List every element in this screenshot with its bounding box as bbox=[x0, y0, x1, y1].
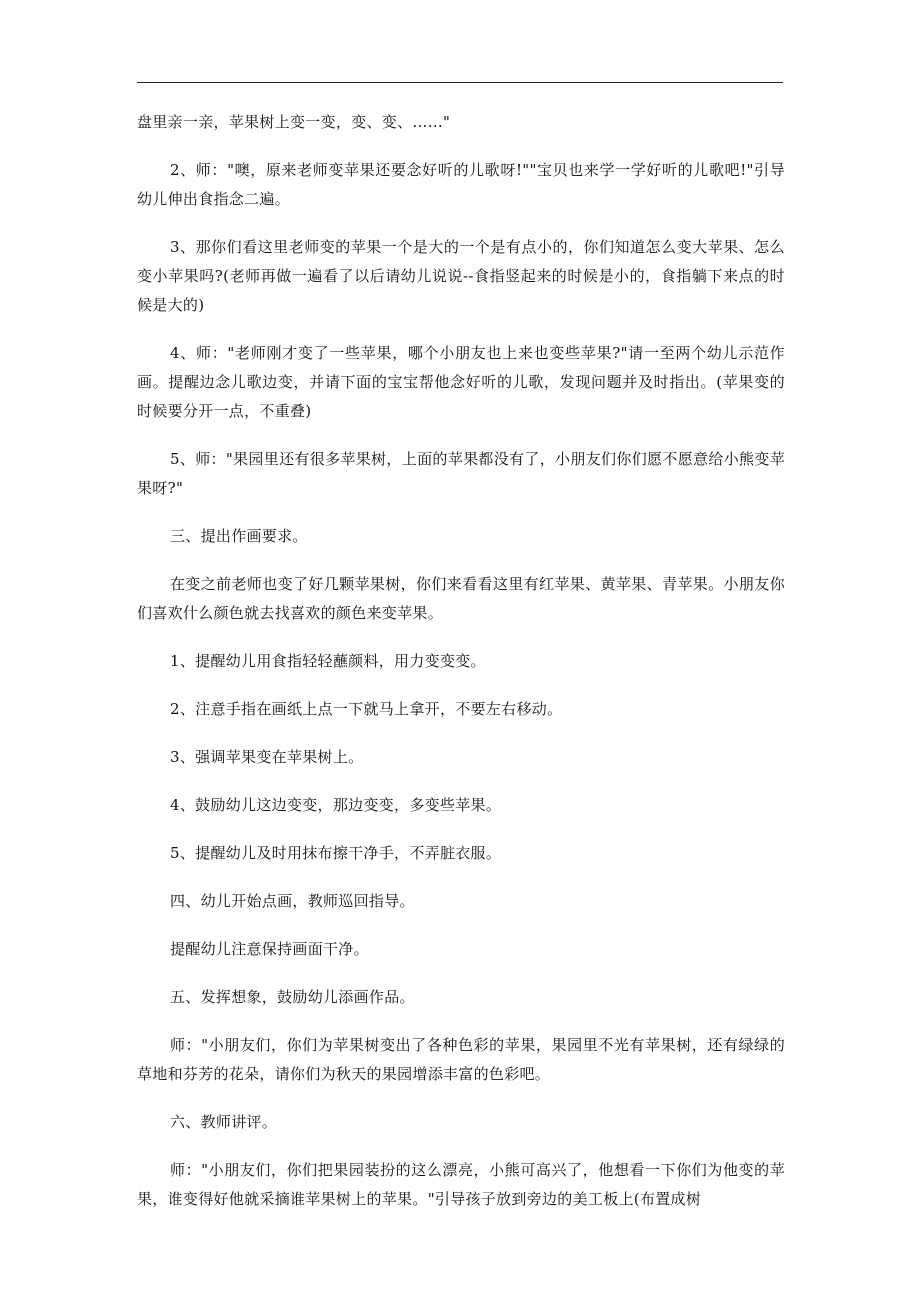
paragraph-teacher-prompt: 师："小朋友们，你们为苹果树变出了各种色彩的苹果，果园里不光有苹果树，还有绿绿的草地和芬芳的花朵，请你们为秋天的果园增添丰富的色彩吧。 bbox=[137, 1036, 785, 1083]
paragraph-intro: 在变之前老师也变了好几颗苹果树，你们来看看这里有红苹果、黄苹果、青苹果。小朋友你们喜欢什么颜色就去找喜欢的颜色来变苹果。 bbox=[137, 575, 785, 622]
requirement-item-2: 2、注意手指在画纸上点一下就马上拿开，不要左右移动。 bbox=[170, 700, 563, 718]
section-heading-3: 三、提出作画要求。 bbox=[170, 527, 308, 545]
section-heading-4: 四、幼儿开始点画，教师巡回指导。 bbox=[170, 892, 415, 910]
section-heading-5: 五、发挥想象，鼓励幼儿添画作品。 bbox=[170, 988, 415, 1006]
paragraph-continuation: 盘里亲一亲，苹果树上变一变，变、变、……" bbox=[137, 113, 451, 131]
paragraph-reminder: 提醒幼儿注意保持画面干净。 bbox=[170, 940, 369, 958]
paragraph-step-5: 5、师："果园里还有很多苹果树，上面的苹果都没有了，小朋友们你们愿不愿意给小熊变苹果呀?" bbox=[137, 450, 785, 497]
requirement-item-1: 1、提醒幼儿用食指轻轻蘸颜料，用力变变变。 bbox=[170, 652, 486, 670]
requirement-item-3: 3、强调苹果变在苹果树上。 bbox=[170, 748, 364, 766]
section-heading-6: 六、教师讲评。 bbox=[170, 1113, 278, 1131]
paragraph-step-3: 3、那你们看这里老师变的苹果一个是大的一个是有点小的，你们知道怎么变大苹果、怎么变小苹果吗?(老师再做一遍看了以后请幼儿说说--食指竖起来的时候是小的，食指躺下来点的时候是大的) bbox=[137, 238, 785, 314]
requirement-item-4: 4、鼓励幼儿这边变变，那边变变，多变些苹果。 bbox=[170, 796, 502, 814]
paragraph-step-4: 4、师："老师刚才变了一些苹果，哪个小朋友也上来也变些苹果?"请一至两个幼儿示范作画。提醒边念儿歌边变，并请下面的宝宝帮他念好听的儿歌，发现问题并及时指出。(苹果变的时候要分开一点，不重叠) bbox=[137, 344, 785, 420]
requirement-item-5: 5、提醒幼儿及时用抹布擦干净手，不弄脏衣服。 bbox=[170, 844, 502, 862]
paragraph-step-2: 2、师："噢，原来老师变苹果还要念好听的儿歌呀!""宝贝也来学一学好听的儿歌吧!"引导幼儿伸出食指念二遍。 bbox=[137, 161, 785, 208]
paragraph-teacher-review: 师："小朋友们，你们把果园装扮的这么漂亮，小熊可高兴了，他想看一下你们为他变的苹果，谁变得好他就采摘谁苹果树上的苹果。"引导孩子放到旁边的美工板上(布置成树 bbox=[137, 1161, 785, 1208]
document-body bbox=[137, 108, 785, 1233]
header-rule bbox=[137, 82, 783, 83]
